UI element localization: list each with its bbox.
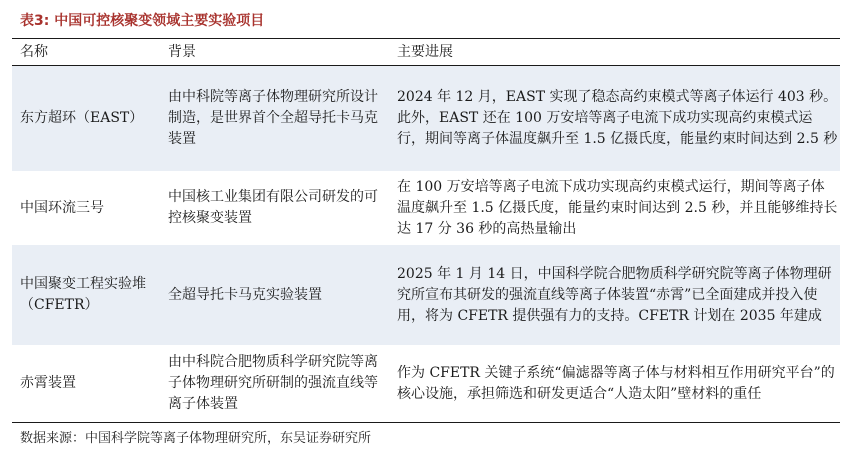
project-name-cell: 赤霄装置: [12, 345, 160, 422]
project-progress-cell: 在 100 万安培等离子电流下成功实现高约束模式运行，期间等离子体温度飙升至 1.5 亿摄氏度，能量约束时间达到 2.5 秒，并且能够维持长达 17 分 36 秒的高热量输出: [389, 171, 840, 245]
project-name-cell: 东方超环（EAST）: [12, 65, 160, 171]
project-background-cell: 全超导托卡马克实验装置: [160, 245, 389, 345]
bottom-rule: [12, 422, 840, 423]
fusion-projects-table: [12, 39, 840, 422]
project-name-cell: 中国环流三号: [12, 171, 160, 245]
project-name-cell: 中国聚变工程实验堆（CFETR）: [12, 245, 160, 345]
project-progress-cell: 作为 CFETR 关键子系统“偏滤器等离子体与材料相互作用研究平台”的核心设施，承担筛选和研发更适合“人造太阳”壁材料的重任: [389, 345, 840, 422]
column-header-name: 名称: [12, 39, 160, 65]
project-background-cell: 由中科院等离子体物理研究所设计制造，是世界首个全超导托卡马克装置: [160, 65, 389, 171]
project-progress-cell: 2025 年 1 月 14 日，中国科学院合肥物质科学研究院等离子体物理研究所宣布其研发的强流直线等离子体装置“赤霄”已全面建成并投入使用，将为 CFETR 提供强有力的支持。CFETR 计划在 2035 年建成: [389, 245, 840, 345]
project-background-cell: 由中科院合肥物质科学研究院等离子体物理研究所研制的强流直线等离子体装置: [160, 345, 389, 422]
table-row: [12, 345, 840, 422]
table-title: 表3: 中国可控核聚变领域主要实验项目: [20, 13, 265, 29]
header-row: [12, 39, 840, 65]
project-progress-cell: 2024 年 12 月，EAST 实现了稳态高约束模式等离子体运行 403 秒。此外，EAST 还在 100 万安培等离子电流下成功实现高约束模式运行，期间等离子体温度飙升至 1.5 亿摄氏度，能量约束时间达到 2.5 秒: [389, 65, 840, 171]
column-header-progress: 主要进展: [389, 39, 840, 65]
table-row: [12, 245, 840, 345]
data-source-note: 数据来源：中国科学院等离子体物理研究所，东吴证券研究所: [20, 431, 372, 446]
column-header-background: 背景: [160, 39, 389, 65]
table-row: [12, 171, 840, 245]
header-rule: [12, 65, 840, 66]
table-row: [12, 65, 840, 171]
project-background-cell: 中国核工业集团有限公司研发的可控核聚变装置: [160, 171, 389, 245]
